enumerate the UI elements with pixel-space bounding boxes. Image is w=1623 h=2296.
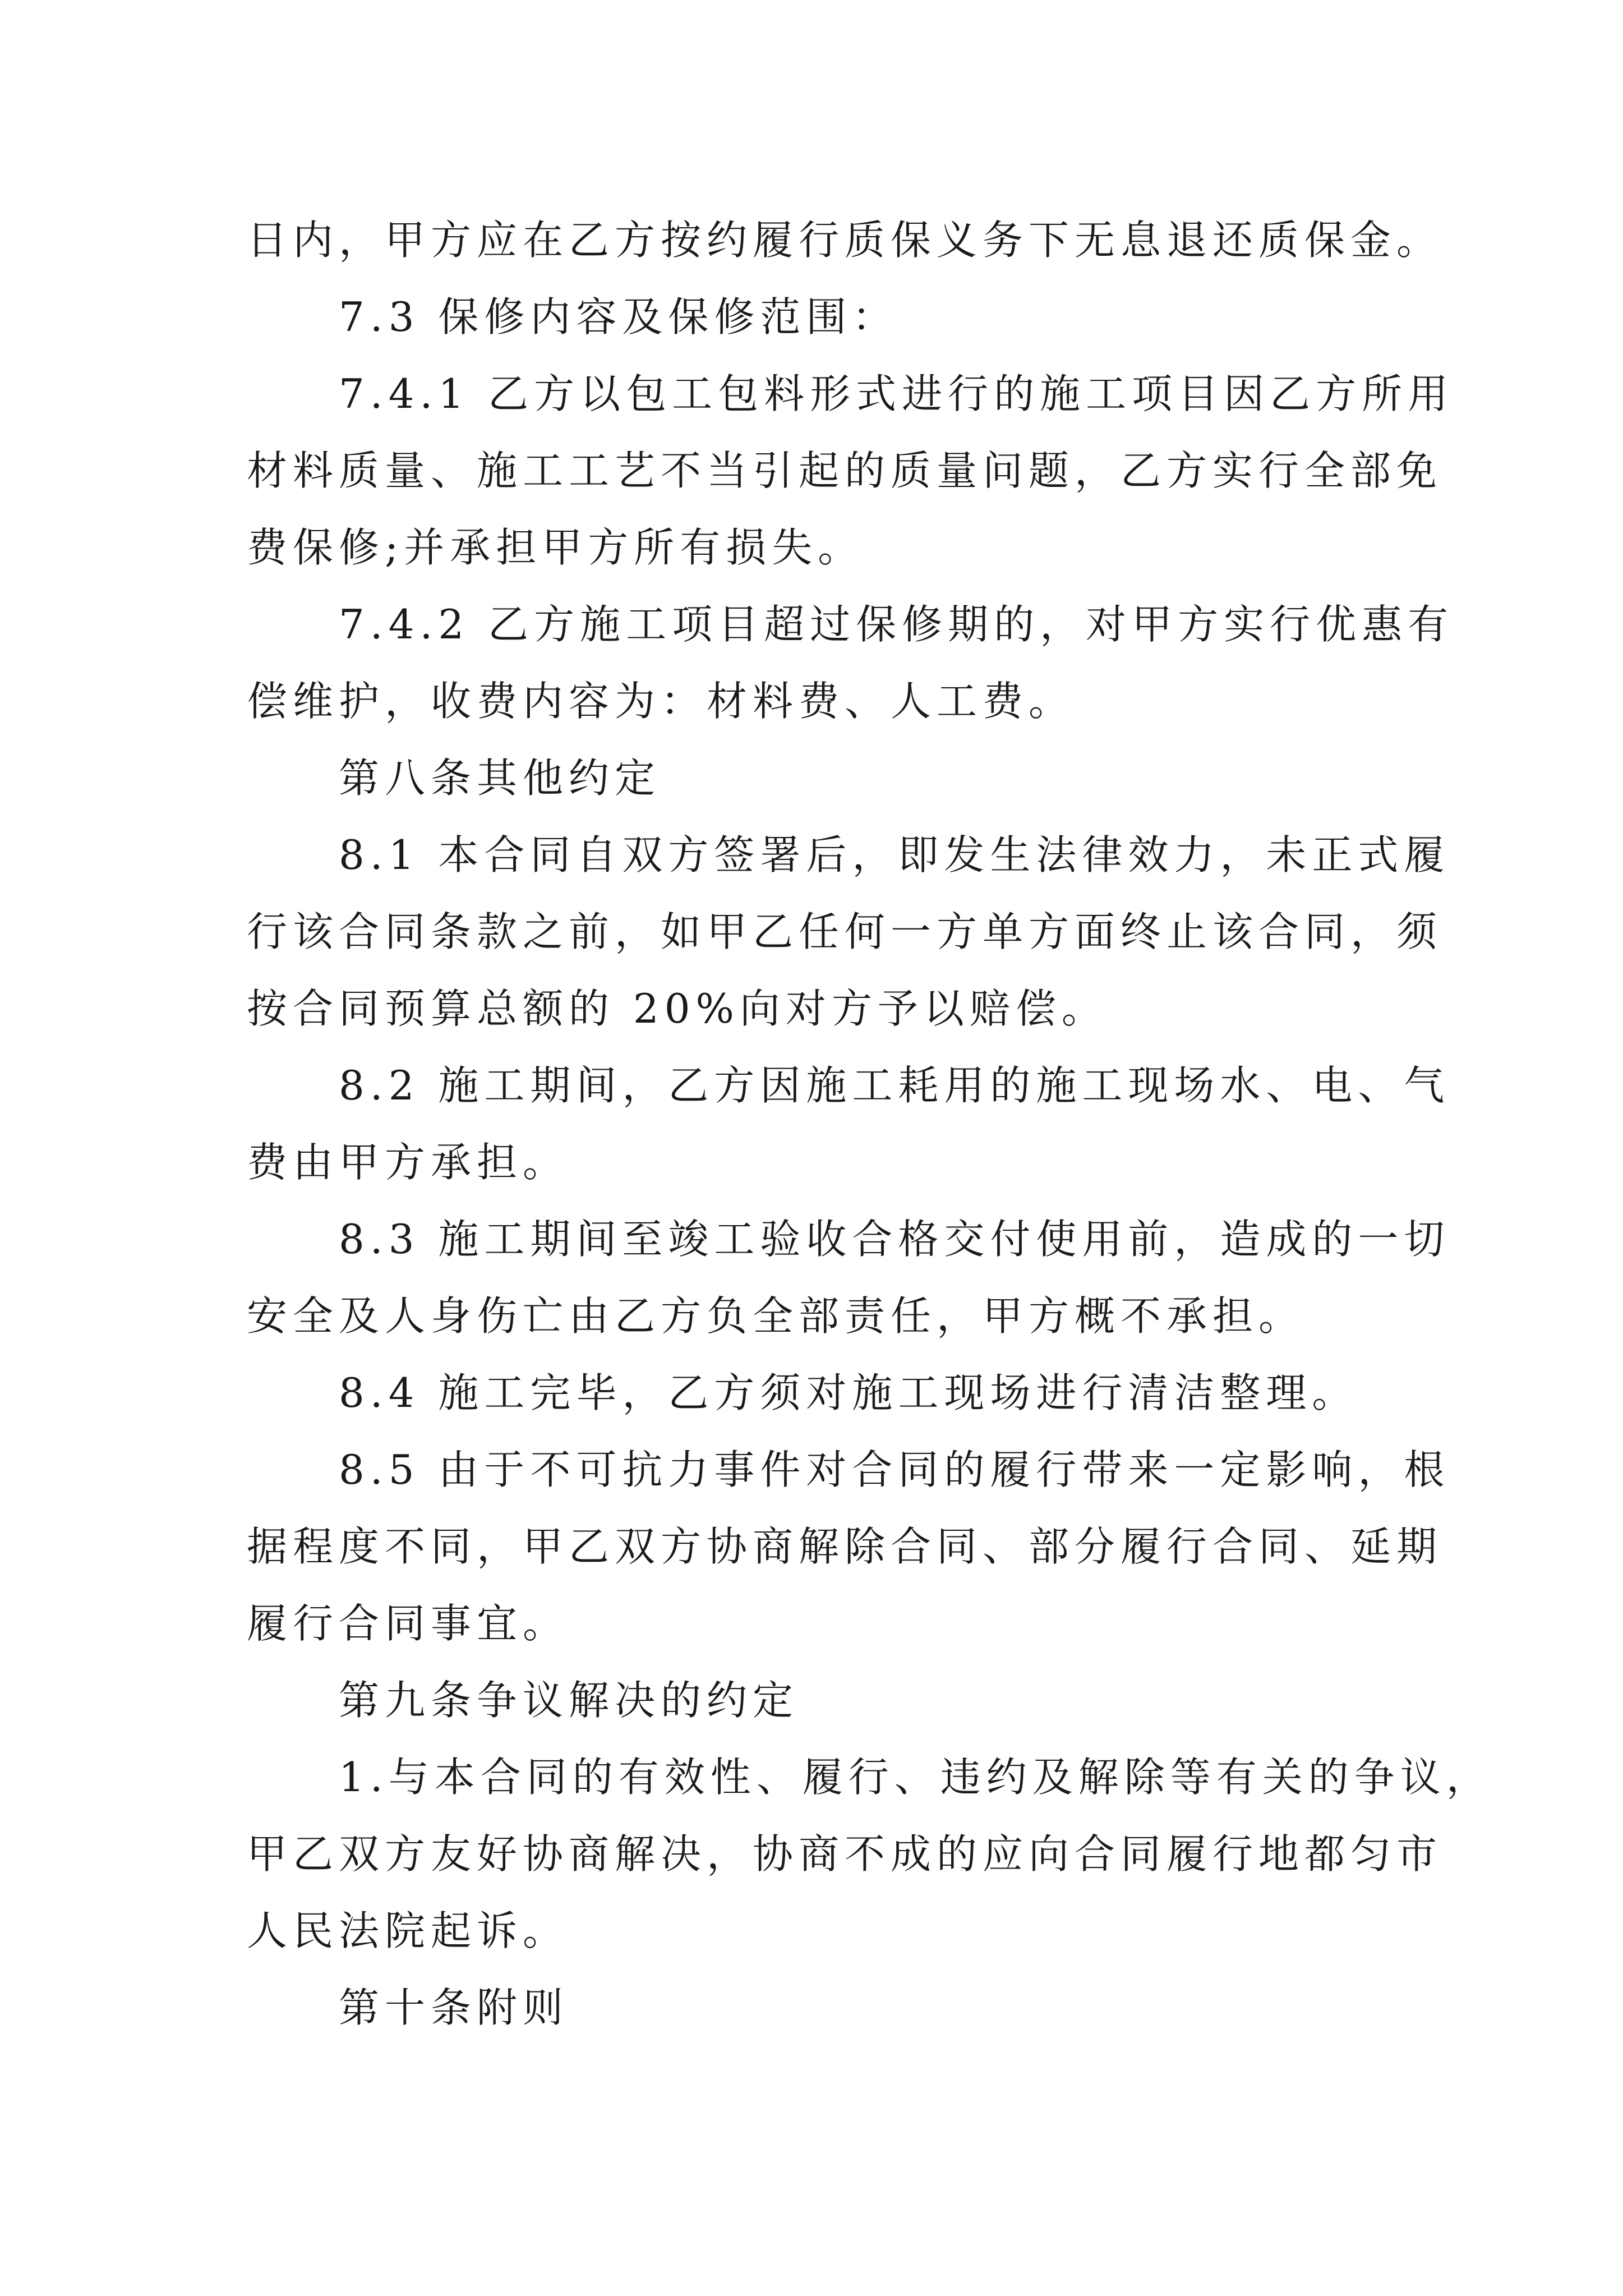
article-10-heading: 第十条附则 <box>339 1984 569 2031</box>
text-line: 费由甲方承担。 <box>247 1139 569 1186</box>
text-line: 日内，甲方应在乙方按约履行质保义务下无息退还质保金。 <box>247 217 1443 264</box>
text-line: 8.5 由于不可抗力事件对合同的履行带来一定影响，根 <box>339 1446 1450 1493</box>
text-line: 按合同预算总额的 20%向对方予以赔偿。 <box>247 985 1108 1032</box>
text-line: 1.与本合同的有效性、履行、违约及解除等有关的争议， <box>339 1754 1492 1801</box>
article-9-heading: 第九条争议解决的约定 <box>339 1677 799 1724</box>
text-line: 费保修;并承担甲方所有损失。 <box>247 524 864 571</box>
text-line: 安全及人身伤亡由乙方负全部责任，甲方概不承担。 <box>247 1292 1305 1340</box>
text-line: 8.4 施工完毕，乙方须对施工现场进行清洁整理。 <box>339 1369 1358 1416</box>
text-line: 偿维护，收费内容为：材料费、人工费。 <box>247 678 1075 725</box>
text-line: 材料质量、施工工艺不当引起的质量问题，乙方实行全部免 <box>247 447 1443 494</box>
text-line: 人民法院起诉。 <box>247 1907 569 1954</box>
clause-7-3-heading: 7.3 保修内容及保修范围： <box>339 293 898 341</box>
text-line: 7.4.1 乙方以包工包料形式进行的施工项目因乙方所用 <box>339 370 1454 417</box>
text-line: 行该合同条款之前，如甲乙任何一方单方面终止该合同，须 <box>247 908 1443 955</box>
text-line: 7.4.2 乙方施工项目超过保修期的，对甲方实行优惠有 <box>339 601 1454 648</box>
text-line: 8.2 施工期间，乙方因施工耗用的施工现场水、电、气 <box>339 1062 1450 1109</box>
text-line: 8.3 施工期间至竣工验收合格交付使用前，造成的一切 <box>339 1216 1450 1263</box>
document-body <box>247 202 1492 2046</box>
text-line: 据程度不同，甲乙双方协商解除合同、部分履行合同、延期 <box>247 1523 1443 1570</box>
article-8-heading: 第八条其他约定 <box>339 754 661 802</box>
text-line: 甲乙双方友好协商解决，协商不成的应向合同履行地都匀市 <box>247 1830 1443 1878</box>
text-line: 履行合同事宜。 <box>247 1600 569 1647</box>
text-line: 8.1 本合同自双方签署后，即发生法律效力，未正式履 <box>339 831 1450 878</box>
